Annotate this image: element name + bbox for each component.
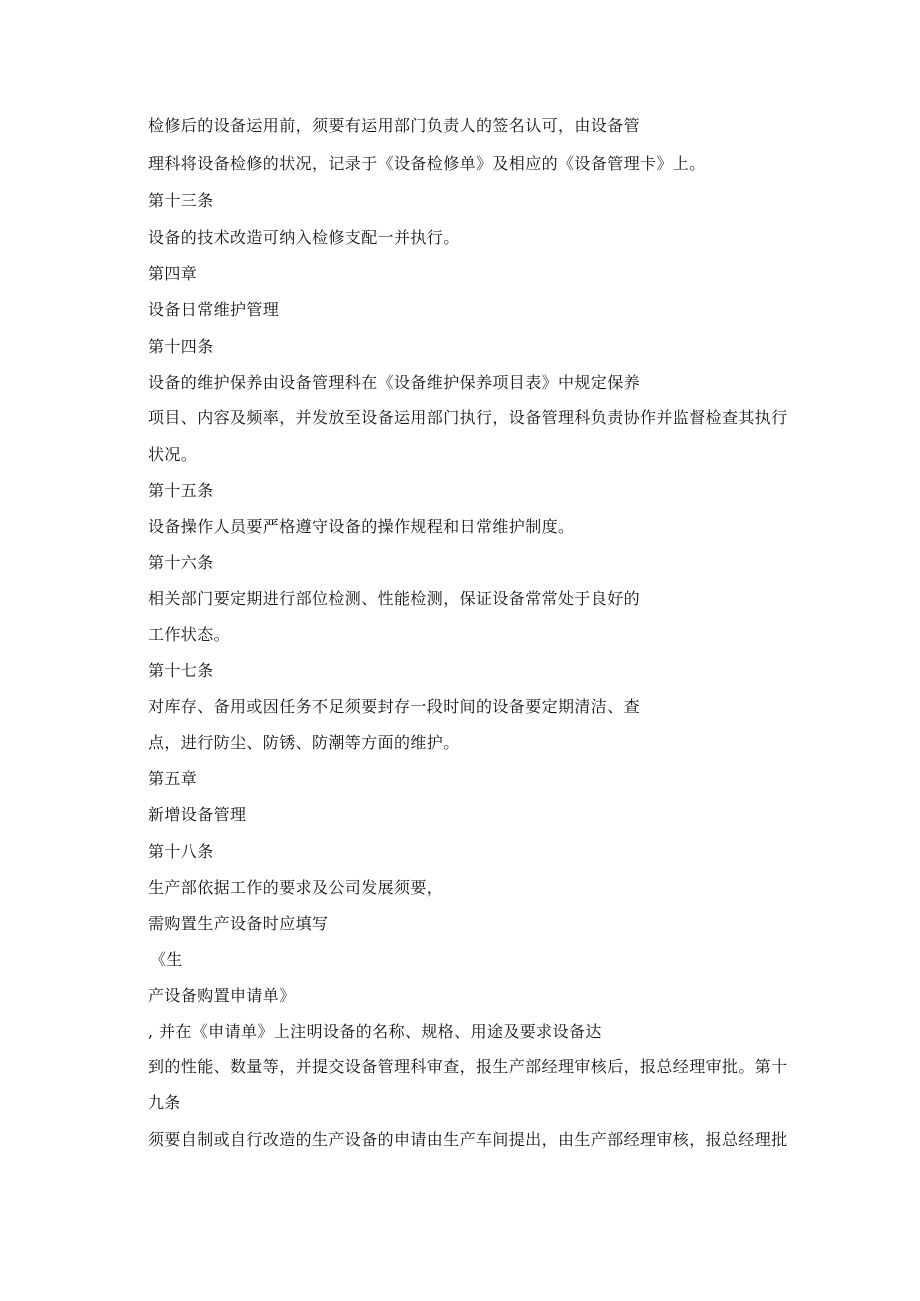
chapter-heading: 第五章	[148, 769, 198, 788]
chapter-title: 新增设备管理	[148, 805, 247, 824]
text-line: 理科将设备检修的状况，记录于《设备检修单》及相应的《设备管理卡》上。	[148, 154, 706, 173]
text-line: 九条	[148, 1093, 181, 1112]
text-line: 《生	[150, 950, 183, 969]
text-line: 设备的技术改造可纳入检修支配一并执行。	[148, 228, 460, 247]
section-heading: 第十七条	[148, 661, 214, 680]
text-line: 检修后的设备运用前，须要有运用部门负责人的签名认可，由设备管	[148, 116, 641, 135]
text-line: 对库存、备用或因任务不足须要封存一段时间的设备要定期清洁、查	[148, 697, 641, 716]
text-line: 工作状态。	[148, 625, 231, 644]
section-heading: 第十五条	[148, 481, 214, 500]
text-line: 生产部依据工作的要求及公司发展须要，	[148, 878, 444, 897]
text-line: 点，进行防尘、防锈、防潮等方面的维护。	[148, 733, 460, 752]
text-line: 产设备购置申请单》	[148, 986, 296, 1005]
text-line: 到的性能、数量等，并提交设备管理科审查，报生产部经理审核后，报总经理审批。第十	[148, 1057, 788, 1076]
text-line: 设备的维护保养由设备管理科在《设备维护保养项目表》中规定保养	[148, 373, 641, 392]
chapter-title: 设备日常维护管理	[148, 300, 280, 319]
text-line: 状况。	[148, 445, 198, 464]
text-line: , 并在《申请单》上注明设备的名称、规格、用途及要求设备达	[148, 1022, 602, 1041]
section-heading: 第十三条	[148, 191, 214, 210]
section-heading: 第十四条	[148, 337, 214, 356]
text-line: 须要自制或自行改造的生产设备的申请由生产车间提出，由生产部经理审核，报总经理批	[148, 1130, 788, 1149]
text-line: 相关部门要定期进行部位检测、性能检测，保证设备常常处于良好的	[148, 589, 641, 608]
text-line: 设备操作人员要严格遵守设备的操作规程和日常维护制度。	[148, 517, 575, 536]
section-heading: 第十六条	[148, 553, 214, 572]
text-line: 需购置生产设备时应填写	[148, 914, 329, 933]
chapter-heading: 第四章	[148, 264, 198, 283]
text-line: 项目、内容及频率，并发放至设备运用部门执行，设备管理科负责协作并监督检查其执行	[148, 408, 788, 427]
section-heading: 第十八条	[148, 842, 214, 861]
